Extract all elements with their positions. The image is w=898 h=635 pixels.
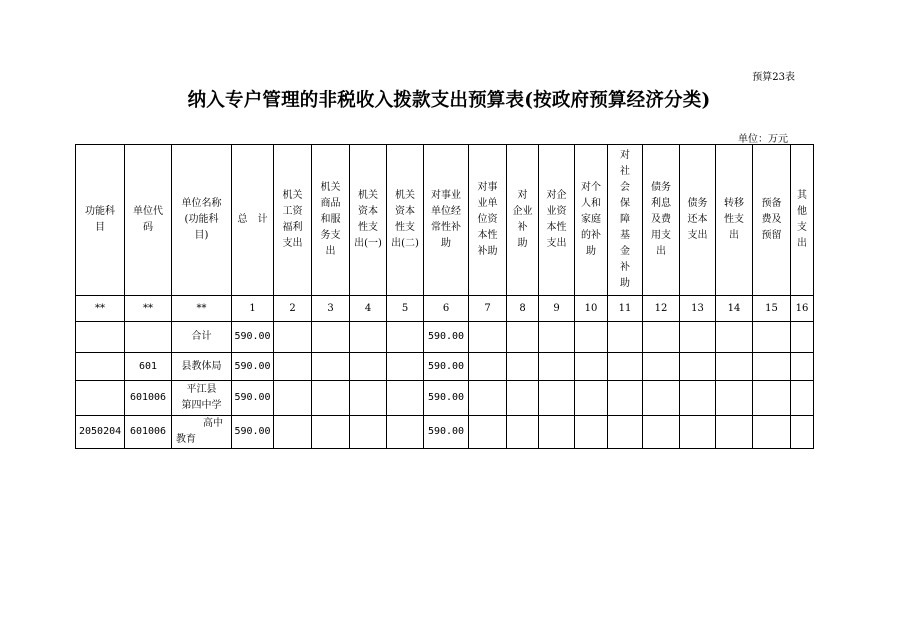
- total-cell: 590.00: [232, 416, 274, 449]
- amount-cell: [350, 353, 387, 381]
- header-cell: 对企 业资 本性 支出: [539, 145, 575, 296]
- amount-cell: [507, 381, 539, 416]
- func-code-cell: [76, 353, 125, 381]
- header-row: [76, 145, 814, 296]
- amount-cell: [643, 381, 680, 416]
- amount-cell: [680, 353, 716, 381]
- amount-cell: [387, 322, 424, 353]
- index-cell: 13: [680, 296, 716, 322]
- amount-cell: [608, 322, 643, 353]
- amount-cell: [575, 353, 608, 381]
- header-cell: 单位名称 (功能科 目): [172, 145, 232, 296]
- unit-code-cell: [125, 322, 172, 353]
- column-index-row: [76, 296, 814, 322]
- func-code-cell: [76, 322, 125, 353]
- amount-cell: [575, 322, 608, 353]
- index-cell: 1: [232, 296, 274, 322]
- amount-cell: [680, 381, 716, 416]
- index-cell: **: [172, 296, 232, 322]
- amount-cell: [791, 381, 814, 416]
- amount-cell: [608, 381, 643, 416]
- unit-name-cell: [172, 416, 232, 449]
- amount-cell: [274, 416, 312, 449]
- index-cell: 11: [608, 296, 643, 322]
- amount-cell: [350, 381, 387, 416]
- amount-cell: [539, 381, 575, 416]
- index-cell: 10: [575, 296, 608, 322]
- index-cell: **: [125, 296, 172, 322]
- table-row: [76, 416, 814, 449]
- amount-cell: [507, 322, 539, 353]
- amount-cell: 590.00: [424, 322, 469, 353]
- amount-cell: [643, 322, 680, 353]
- index-cell: 5: [387, 296, 424, 322]
- func-code-cell: 2050204: [76, 416, 125, 449]
- index-cell: 3: [312, 296, 350, 322]
- amount-cell: [716, 353, 753, 381]
- header-cell: 债务 利息 及费 用支 出: [643, 145, 680, 296]
- header-cell: 对 企业 补 助: [507, 145, 539, 296]
- amount-cell: [274, 322, 312, 353]
- amount-cell: [643, 353, 680, 381]
- unit-name-line: 平江县: [186, 384, 217, 395]
- unit-label: 单位：万元: [738, 134, 788, 145]
- unit-name-line: 第四中学: [181, 400, 222, 411]
- amount-cell: [387, 353, 424, 381]
- amount-cell: [539, 416, 575, 449]
- func-code-cell: [76, 381, 125, 416]
- amount-cell: 590.00: [424, 381, 469, 416]
- unit-code-cell: 601006: [125, 381, 172, 416]
- index-cell: 4: [350, 296, 387, 322]
- amount-cell: [753, 416, 791, 449]
- header-cell: 对事 业单 位资 本性 补助: [469, 145, 507, 296]
- header-cell: 功能科 目: [76, 145, 125, 296]
- header-cell: 对事业 单位经 常性补 助: [424, 145, 469, 296]
- table-row: [76, 322, 814, 353]
- amount-cell: [274, 353, 312, 381]
- amount-cell: [469, 416, 507, 449]
- unit-name-cell: 县教体局: [172, 353, 232, 381]
- amount-cell: [312, 416, 350, 449]
- unit-code-cell: 601: [125, 353, 172, 381]
- index-cell: 12: [643, 296, 680, 322]
- unit-name-cell: 合计: [172, 322, 232, 353]
- index-cell: 8: [507, 296, 539, 322]
- amount-cell: [680, 416, 716, 449]
- amount-cell: [791, 322, 814, 353]
- index-cell: 16: [791, 296, 814, 322]
- header-cell: 机关 工资 福利 支出: [274, 145, 312, 296]
- amount-cell: [575, 381, 608, 416]
- unit-name-line: 教育: [176, 434, 196, 445]
- amount-cell: [608, 416, 643, 449]
- amount-cell: [753, 353, 791, 381]
- index-cell: 9: [539, 296, 575, 322]
- header-cell: 单位代 码: [125, 145, 172, 296]
- header-cell: 对 社 会 保 障 基 金 补 助: [608, 145, 643, 296]
- header-cell: 总 计: [232, 145, 274, 296]
- amount-cell: [643, 416, 680, 449]
- header-cell: 机关 商品 和服 务支 出: [312, 145, 350, 296]
- index-cell: 2: [274, 296, 312, 322]
- amount-cell: [507, 353, 539, 381]
- amount-cell: [312, 381, 350, 416]
- header-cell: 机关 资本 性支 出(二): [387, 145, 424, 296]
- table-row: [76, 353, 814, 381]
- amount-cell: [575, 416, 608, 449]
- amount-cell: [350, 322, 387, 353]
- header-cell: 对个 人和 家庭 的补 助: [575, 145, 608, 296]
- header-cell: 债务 还本 支出: [680, 145, 716, 296]
- amount-cell: [539, 322, 575, 353]
- amount-cell: 590.00: [424, 416, 469, 449]
- total-cell: 590.00: [232, 322, 274, 353]
- total-cell: 590.00: [232, 381, 274, 416]
- amount-cell: [387, 416, 424, 449]
- table-row: [76, 381, 814, 416]
- amount-cell: 590.00: [424, 353, 469, 381]
- amount-cell: [753, 322, 791, 353]
- amount-cell: [716, 322, 753, 353]
- unit-code-cell: 601006: [125, 416, 172, 449]
- index-cell: 6: [424, 296, 469, 322]
- amount-cell: [469, 322, 507, 353]
- amount-cell: [507, 416, 539, 449]
- header-cell: 机关 资本 性支 出(一): [350, 145, 387, 296]
- page-title: 纳入专户管理的非税收入拨款支出预算表(按政府预算经济分类): [187, 90, 711, 111]
- form-number: 预算23表: [752, 72, 795, 83]
- amount-cell: [350, 416, 387, 449]
- amount-cell: [791, 416, 814, 449]
- amount-cell: [387, 381, 424, 416]
- header-cell: 其 他 支 出: [791, 145, 814, 296]
- header-cell: 预备 费及 预留: [753, 145, 791, 296]
- amount-cell: [716, 381, 753, 416]
- amount-cell: [791, 353, 814, 381]
- index-cell: 14: [716, 296, 753, 322]
- amount-cell: [274, 381, 312, 416]
- header-cell: 转移 性支 出: [716, 145, 753, 296]
- index-cell: **: [76, 296, 125, 322]
- amount-cell: [753, 381, 791, 416]
- total-cell: 590.00: [232, 353, 274, 381]
- amount-cell: [539, 353, 575, 381]
- amount-cell: [312, 353, 350, 381]
- index-cell: 7: [469, 296, 507, 322]
- amount-cell: [312, 322, 350, 353]
- amount-cell: [469, 381, 507, 416]
- amount-cell: [680, 322, 716, 353]
- amount-cell: [608, 353, 643, 381]
- budget-table: [75, 144, 814, 449]
- amount-cell: [469, 353, 507, 381]
- unit-name-line: 高中: [203, 418, 223, 429]
- index-cell: 15: [753, 296, 791, 322]
- amount-cell: [716, 416, 753, 449]
- unit-name-cell: [172, 381, 232, 416]
